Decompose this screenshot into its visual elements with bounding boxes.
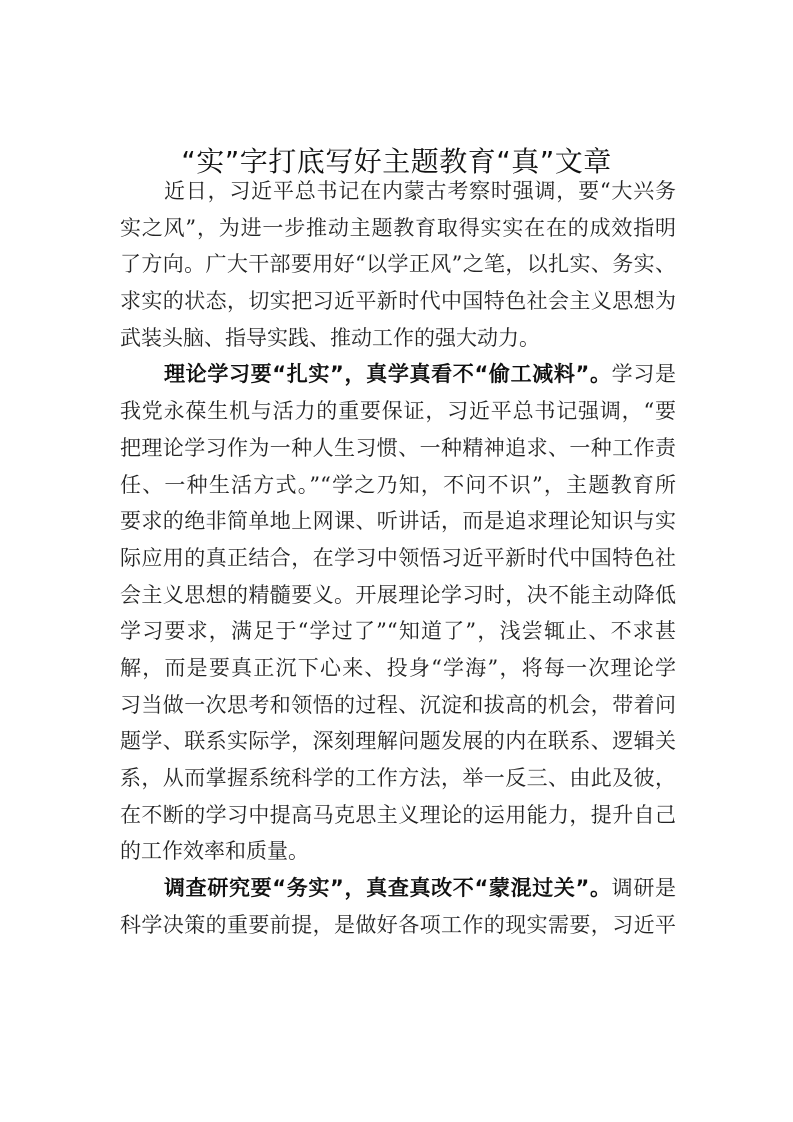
text-line: 题学、联系实际学，深刻理解问题发展的内在联系、逻辑关 (120, 729, 676, 754)
text-line: 际应用的真正结合，在学习中领悟习近平新时代中国特色社 (120, 545, 676, 570)
text-line: 科学决策的重要前提，是做好各项工作的现实需要，习近平 (120, 912, 676, 937)
text-line: 解，而是要真正沉下心来、投身“学海”，将每一次理论学 (120, 655, 676, 680)
paragraph-lead-heading: 理论学习要“扎实”，真学真看不“偷工减料”。 (164, 362, 612, 387)
text-line: 在不断的学习中提高马克思主义理论的运用能力，提升自己 (120, 802, 676, 827)
text-line: 把理论学习作为一种人生习惯、一种精神追求、一种工作责 (120, 435, 676, 460)
text-line: 了方向。广大干部要用好“以学正风”之笔，以扎实、务实、 (120, 252, 676, 277)
text-line: 学习要求，满足于“学过了”“知道了”，浅尝辄止、不求甚 (120, 619, 676, 644)
text-line: 近日，习近平总书记在内蒙古考察时强调，要“大兴务 (164, 179, 676, 203)
document-body (120, 173, 676, 943)
text-line: 习当做一次思考和领悟的过程、沉淀和拔高的机会，带着问 (120, 692, 676, 717)
text-line: 要求的绝非简单地上网课、听讲话，而是追求理论知识与实 (120, 509, 676, 534)
text-line: 武装头脑、指导实践、推动工作的强大动力。 (120, 325, 540, 350)
paragraph-intro (120, 173, 676, 356)
text-line: 的工作效率和质量。 (120, 839, 309, 864)
text-line (120, 356, 676, 393)
paragraph-theory-study (120, 356, 676, 870)
text-line: 我党永葆生机与活力的重要保证，习近平总书记强调，“要 (120, 399, 676, 424)
document-title: “实”字打底写好主题教育“真”文章 (181, 145, 612, 178)
paragraph-research (120, 870, 676, 943)
text-line: 会主义思想的精髓要义。开展理论学习时，决不能主动降低 (120, 582, 676, 607)
text-span: 调研是 (611, 876, 676, 901)
text-span: 学习是 (611, 362, 676, 387)
text-line: 系，从而掌握系统科学的工作方法，举一反三、由此及彼， (120, 766, 676, 790)
text-line (120, 870, 676, 907)
text-line: 实之风”，为进一步推动主题教育取得实实在在的成效指明 (120, 215, 676, 240)
text-line: 任、一种生活方式。”“学之乃知，不问不识”，主题教育所 (120, 472, 676, 497)
paragraph-lead-heading: 调查研究要“务实”，真查真改不“蒙混过关”。 (164, 876, 612, 901)
text-line: 求实的状态，切实把习近平新时代中国特色社会主义思想为 (120, 289, 676, 314)
